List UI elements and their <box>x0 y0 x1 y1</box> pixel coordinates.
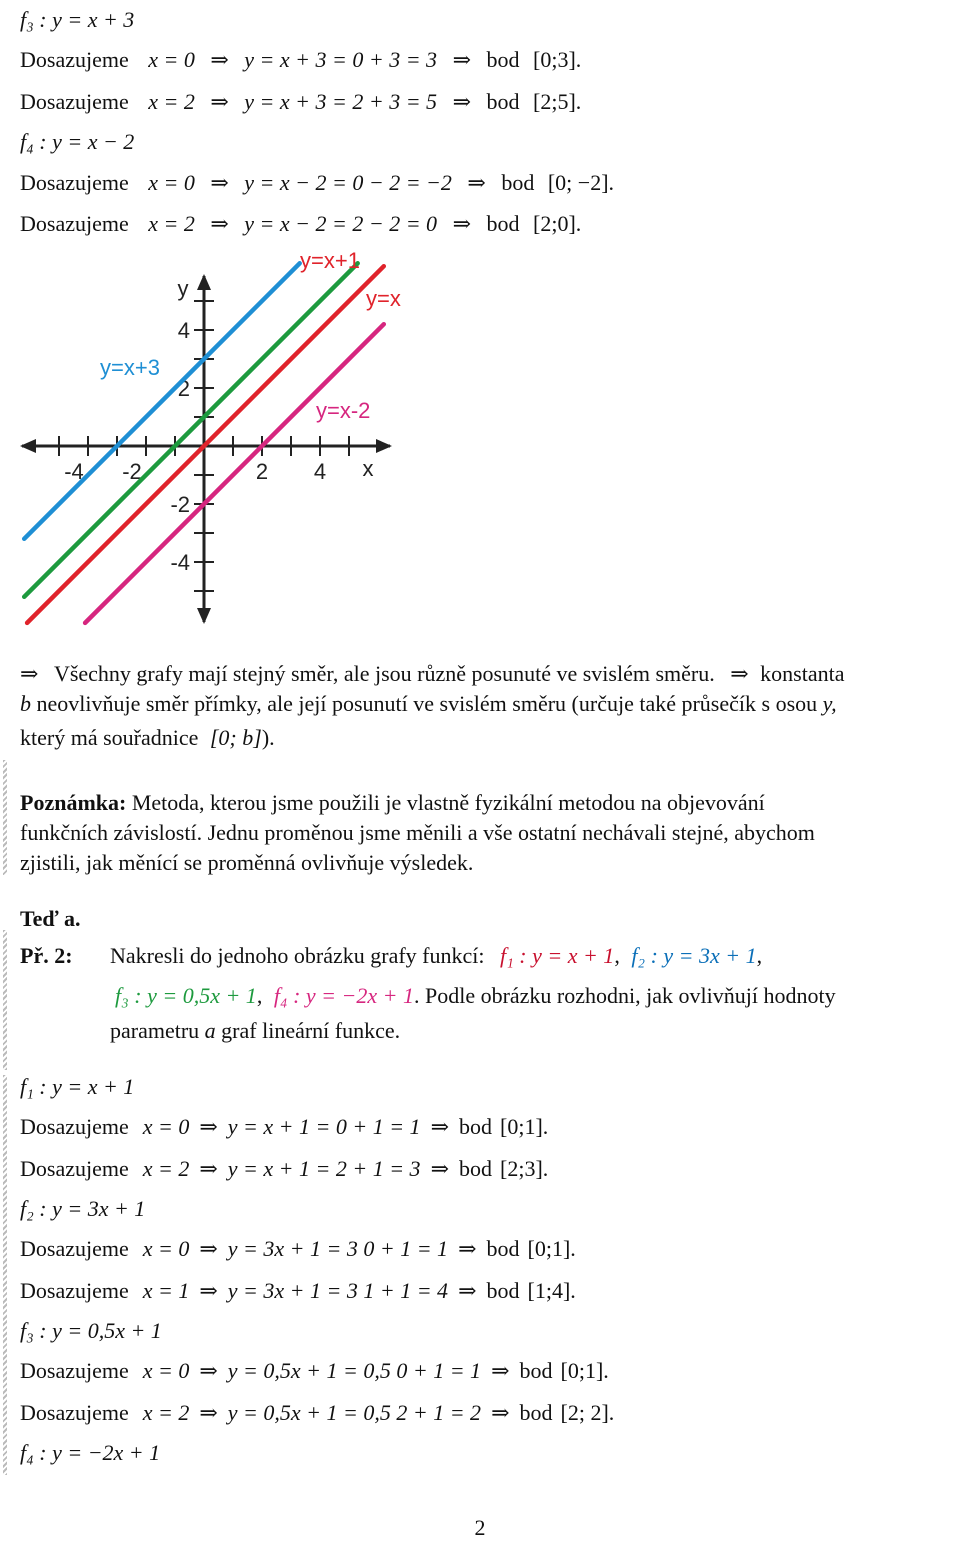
label-y-x-plus-3: y=x+3 <box>100 355 160 380</box>
f4-substitution-1 <box>20 169 614 197</box>
point: [0;1]. <box>500 1114 549 1139</box>
y-computation: y = 3x + 1 = 3 0 + 1 = 1 <box>227 1236 449 1261</box>
solution-function-definition: f₁ : y = x + 1 <box>20 1074 135 1099</box>
note-text: Metoda, kterou jsme použili je vlastně fyzikální metodou na objevování <box>126 790 765 815</box>
solution-function-definition: f₄ : y = −2x + 1 <box>20 1440 161 1465</box>
implies-arrow: ⇒ <box>210 211 229 236</box>
point: [1;4]. <box>527 1278 576 1303</box>
example-line-3 <box>110 1017 400 1045</box>
point: [0;3]. <box>533 47 582 72</box>
implies-arrow: ⇒ <box>430 1114 449 1139</box>
x-value: x = 0 <box>148 47 195 72</box>
implies-arrow: ⇒ <box>730 661 749 686</box>
linear-functions-graph <box>0 240 460 640</box>
line-y-x-plus-1 <box>24 263 358 597</box>
x-tick-label: -4 <box>64 459 84 484</box>
variable-a: a <box>204 1018 216 1043</box>
implies-arrow: ⇒ <box>199 1236 218 1261</box>
implies-arrow: ⇒ <box>491 1358 510 1383</box>
conclusion-end: ). <box>261 725 275 750</box>
point: [0; −2]. <box>547 170 615 195</box>
conclusion-text: Všechny grafy mají stejný směr, ale jsou různě posunuté ve svislém směru. <box>53 661 715 686</box>
note-line-1 <box>20 789 765 817</box>
word-dosazujeme: Dosazujeme <box>20 170 129 195</box>
implies-arrow: ⇒ <box>491 1400 510 1425</box>
note-line-2: funkčních závislostí. Jednu proměnou jsme měnili a vše ostatní nechávali stejné, abychom <box>20 820 815 845</box>
y-tick-label: 4 <box>177 318 190 343</box>
x-value: x = 0 <box>142 1114 190 1139</box>
y-axis-label: y <box>177 276 189 301</box>
conclusion-text: konstanta <box>760 661 845 686</box>
x-value: x = 1 <box>142 1278 190 1303</box>
word-bod: bod <box>486 47 520 72</box>
implies-arrow: ⇒ <box>458 1236 477 1261</box>
y-tick-label: 2 <box>177 376 190 401</box>
point: [2;0]. <box>533 211 582 236</box>
y-computation: y = 3x + 1 = 3 1 + 1 = 4 <box>227 1278 449 1303</box>
word-dosazujeme: Dosazujeme <box>20 1278 129 1303</box>
conclusion-line-3 <box>20 724 275 752</box>
note-label: Poznámka: <box>20 790 127 815</box>
y-computation: y = 0,5x + 1 = 0,5 2 + 1 = 2 <box>227 1400 482 1425</box>
x-value: x = 0 <box>142 1236 190 1261</box>
conclusion-text: neovlivňuje směr přímky, ale její posunutí ve svislém směru (určuje také průsečík s osou <box>36 691 818 716</box>
note-line-3: zjistili, jak měnící se proměnná ovlivňuje výsledek. <box>20 850 474 875</box>
x-value: x = 0 <box>142 1358 190 1383</box>
variable-y: y, <box>822 691 837 716</box>
word-dosazujeme: Dosazujeme <box>20 89 129 114</box>
example-line-2: f₃ : y = 0,5x + 1, f₄ : y = −2x + 1. Podle obrázku rozhodni, jak ovlivňují hodnoty <box>115 983 836 1008</box>
f4-substitution-2 <box>20 210 581 238</box>
y-computation: y = x + 1 = 0 + 1 = 1 <box>227 1114 421 1139</box>
point: [0;1]. <box>527 1236 576 1261</box>
implies-arrow: ⇒ <box>20 661 39 686</box>
solution-substitution <box>20 1155 548 1183</box>
y-computation: y = x + 3 = 2 + 3 = 5 <box>244 89 438 114</box>
section-title: Teď a. <box>20 906 81 931</box>
solution-substitution <box>20 1357 609 1385</box>
page-number: 2 <box>474 1515 486 1540</box>
implies-arrow: ⇒ <box>199 1114 218 1139</box>
example-side-bar <box>3 930 7 1070</box>
conclusion-line-2 <box>20 690 837 718</box>
x-value: x = 2 <box>142 1400 190 1425</box>
implies-arrow: ⇒ <box>430 1156 449 1181</box>
implies-arrow: ⇒ <box>199 1400 218 1425</box>
implies-arrow: ⇒ <box>467 170 486 195</box>
point: [0;1]. <box>560 1358 609 1383</box>
example-instruction: Nakresli do jednoho obrázku grafy funkcí: <box>110 943 485 968</box>
solution-substitution <box>20 1399 614 1427</box>
point: [0; b] <box>209 725 262 750</box>
function-f4: f₄ : y = −2x + 1 <box>273 983 414 1008</box>
word-dosazujeme: Dosazujeme <box>20 1114 129 1139</box>
y-computation: y = 0,5x + 1 = 0,5 0 + 1 = 1 <box>227 1358 482 1383</box>
example-text-2: . Podle obrázku rozhodni, jak ovlivňují hodnoty <box>413 983 836 1008</box>
implies-arrow: ⇒ <box>452 211 471 236</box>
x-axis-arrow-right <box>376 439 392 453</box>
example-label: Př. 2: <box>20 943 73 968</box>
line-y-x-plus-3 <box>24 263 300 539</box>
word-bod: bod <box>519 1358 553 1383</box>
word-dosazujeme: Dosazujeme <box>20 47 129 72</box>
implies-arrow: ⇒ <box>458 1278 477 1303</box>
word-bod: bod <box>486 1236 520 1261</box>
solution-substitution <box>20 1235 576 1263</box>
y-axis-arrow-down <box>197 608 211 624</box>
example-text-1: Nakresli do jednoho obrázku grafy funkcí: f₁ : y = x + 1, f₂ : y = 3x + 1, <box>110 943 763 968</box>
point: [2;3]. <box>500 1156 549 1181</box>
word-dosazujeme: Dosazujeme <box>20 1236 129 1261</box>
y-computation: y = x − 2 = 0 − 2 = −2 <box>244 170 452 195</box>
solution-function-definition: f₃ : y = 0,5x + 1 <box>20 1318 162 1343</box>
example-text-3: parametru <box>110 1018 200 1043</box>
label-y-x-minus-2: y=x-2 <box>316 398 371 423</box>
implies-arrow: ⇒ <box>210 89 229 114</box>
y-tick-label: -2 <box>170 492 190 517</box>
implies-arrow: ⇒ <box>452 47 471 72</box>
word-bod: bod <box>486 211 520 236</box>
solution-substitution <box>20 1277 576 1305</box>
word-bod: bod <box>519 1400 553 1425</box>
example-line-1 <box>20 942 763 970</box>
solution-substitution <box>20 1113 548 1141</box>
function-f2: f₂ : y = 3x + 1 <box>631 943 757 968</box>
label-y-x-plus-1: y=x+1 <box>300 248 360 273</box>
word-bod: bod <box>459 1114 492 1139</box>
word-dosazujeme: Dosazujeme <box>20 1156 129 1181</box>
implies-arrow: ⇒ <box>199 1358 218 1383</box>
function-f3: f₃ : y = 0,5x + 1 <box>115 983 257 1008</box>
x-value: x = 2 <box>142 1156 190 1181</box>
word-bod: bod <box>501 170 535 195</box>
y-tick-label: -4 <box>170 550 190 575</box>
implies-arrow: ⇒ <box>452 89 471 114</box>
implies-arrow: ⇒ <box>199 1156 218 1181</box>
x-value: x = 0 <box>148 170 195 195</box>
variable-b: b <box>20 691 31 716</box>
solution-function-definition: f₂ : y = 3x + 1 <box>20 1196 146 1221</box>
note-side-bar <box>3 760 7 875</box>
y-computation: y = x + 1 = 2 + 1 = 3 <box>227 1156 421 1181</box>
word-dosazujeme: Dosazujeme <box>20 1358 129 1383</box>
x-tick-label: 4 <box>313 459 327 484</box>
example-text-3-end: graf lineární funkce. <box>221 1018 401 1043</box>
implies-arrow: ⇒ <box>210 47 229 72</box>
x-axis-label: x <box>362 456 374 481</box>
conclusion-line-1 <box>20 660 845 688</box>
point: [2;5]. <box>533 89 582 114</box>
y-computation: y = x − 2 = 2 − 2 = 0 <box>244 211 438 236</box>
conclusion-text: který má souřadnice <box>20 725 199 750</box>
word-dosazujeme: Dosazujeme <box>20 211 129 236</box>
f3-substitution-1 <box>20 46 581 74</box>
x-axis-arrow-left <box>20 439 36 453</box>
f3-substitution-2 <box>20 88 581 116</box>
f3-definition: f₃ : y = x + 3 <box>20 7 135 32</box>
x-tick-label: -2 <box>122 459 142 484</box>
x-value: x = 2 <box>148 211 195 236</box>
x-tick-label: 2 <box>255 459 269 484</box>
y-axis-arrow-up <box>197 274 211 290</box>
word-bod: bod <box>486 89 520 114</box>
implies-arrow: ⇒ <box>199 1278 218 1303</box>
word-bod: bod <box>459 1156 492 1181</box>
word-bod: bod <box>486 1278 520 1303</box>
y-computation: y = x + 3 = 0 + 3 = 3 <box>244 47 438 72</box>
x-value: x = 2 <box>148 89 195 114</box>
solution-side-bar <box>3 1075 7 1475</box>
implies-arrow: ⇒ <box>210 170 229 195</box>
function-f1: f₁ : y = x + 1 <box>500 943 615 968</box>
label-y-x: y=x <box>366 286 401 311</box>
point: [2; 2]. <box>560 1400 615 1425</box>
word-dosazujeme: Dosazujeme <box>20 1400 129 1425</box>
f4-definition: f₄ : y = x − 2 <box>20 129 135 154</box>
